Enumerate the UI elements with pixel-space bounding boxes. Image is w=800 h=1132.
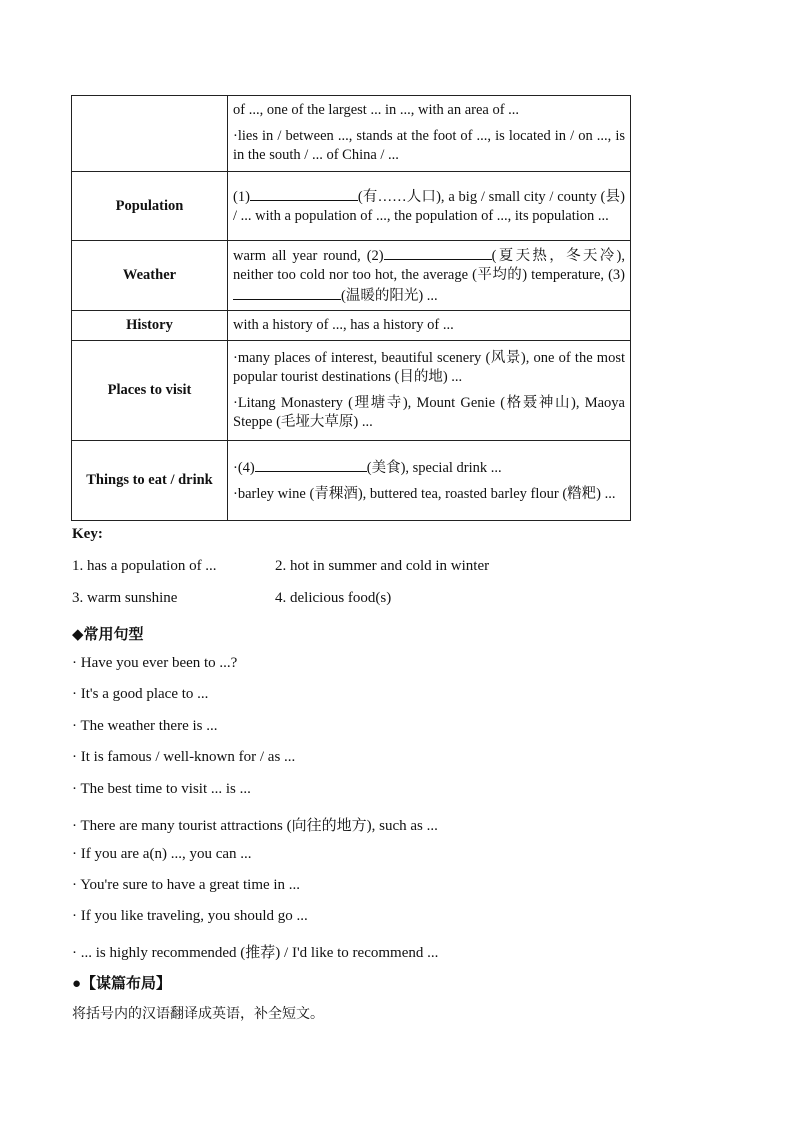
location-phrases-1: of ..., one of the largest ... in ..., with an area of ...	[233, 102, 520, 118]
weather-post: (温暖的阳光) ...	[341, 287, 438, 304]
pattern-item: · The weather there is ...	[72, 718, 218, 734]
table-row	[72, 241, 631, 311]
row-label-population: Population	[72, 172, 228, 241]
blank-1	[250, 186, 358, 201]
places-phrases-1: ·many places of interest, beautiful scenery (风景), one of the most popular tourist destinations (目的地) ...	[233, 349, 625, 385]
row-label-weather: Weather	[72, 241, 228, 311]
blank-2	[384, 245, 492, 260]
row-label-history: History	[72, 311, 228, 341]
places-phrases-2: ·Litang Monastery (理塘寺), Mount Genie (格聂神山), Maoya Steppe (毛垭大草原) ...	[233, 394, 625, 430]
weather-pre: warm all year round, (2)	[233, 247, 384, 264]
pattern-item: · If you are a(n) ..., you can ...	[72, 846, 252, 862]
pattern-item: · If you like traveling, you should go ...	[72, 908, 308, 924]
history-phrases-cell: with a history of ..., has a history of ...	[228, 311, 631, 341]
blank-4	[255, 457, 367, 472]
table-row	[72, 311, 631, 341]
food-phrases-2: ·barley wine (青稞酒), buttered tea, roasted barley flour (糌粑) ...	[233, 485, 616, 502]
pattern-item: · It's a good place to ...	[72, 686, 209, 702]
pattern-item: · ... is highly recommended (推荐) / I'd like to recommend ...	[72, 945, 439, 961]
food-phrases-cell	[228, 441, 631, 521]
food-post: (美食), special drink ...	[366, 459, 502, 476]
location-phrases-cell	[228, 96, 631, 172]
pattern-item: · You're sure to have a great time in ...	[72, 877, 301, 893]
weather-phrases-cell	[228, 241, 631, 311]
key-row	[72, 590, 392, 607]
key-item-2: 2. hot in summer and cold in winter	[275, 558, 490, 574]
pattern-item: · Have you ever been to ...?	[72, 655, 238, 671]
table-row	[72, 341, 631, 441]
location-phrases-2: ·lies in / between ..., stands at the foot of ..., is located in / on ..., is in the south / ... of China / ...	[233, 128, 625, 163]
population-post: (有……人口), a big / small city / county (县) / ... with a population of ..., the population of ..., its population ...	[233, 188, 625, 224]
pattern-item: · The best time to visit ... is ...	[72, 781, 251, 797]
table-row	[72, 441, 631, 521]
row-label-eat-drink: Things to eat / drink	[72, 441, 228, 521]
key-item-4: 4. delicious food(s)	[275, 590, 392, 606]
table-row	[72, 96, 631, 172]
patterns-heading: ◆常用句型	[72, 627, 144, 643]
key-title: Key:	[72, 526, 103, 542]
row-label-places: Places to visit	[72, 341, 228, 441]
blank-3	[233, 285, 341, 300]
places-phrases-cell	[228, 341, 631, 441]
weather-mid: (夏天热，冬天冷), neither too cold nor too hot, the average (平均的) temperature, (3)	[233, 247, 625, 283]
key-item-1: 1. has a population of ...	[72, 558, 217, 574]
pattern-item: · It is famous / well-known for / as ...	[72, 749, 296, 765]
food-pre: ·(4)	[233, 459, 255, 476]
layout-heading: ●【谋篇布局】	[72, 976, 172, 992]
population-pre: (1)	[233, 188, 250, 205]
row-label-empty	[72, 96, 228, 172]
key-row	[72, 558, 490, 575]
pattern-item: · There are many tourist attractions (向往的地方), such as ...	[72, 818, 438, 834]
writing-guide-table	[71, 95, 631, 521]
population-phrases-cell	[228, 172, 631, 241]
key-item-3: 3. warm sunshine	[72, 590, 178, 606]
layout-instruction: 将括号内的汉语翻译成英语，补全短文。	[72, 1006, 324, 1022]
table-row	[72, 172, 631, 241]
